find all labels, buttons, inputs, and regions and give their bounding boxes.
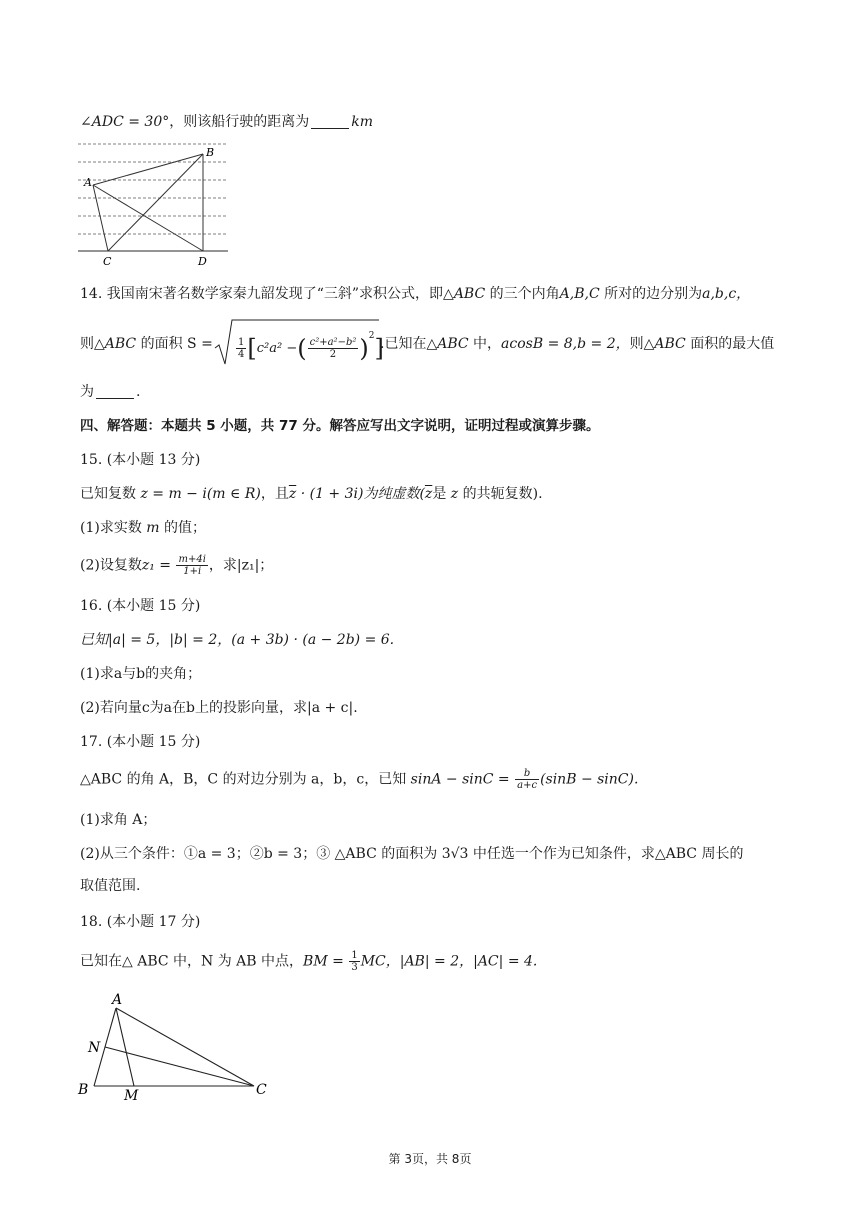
q15-stem-c: · (1 + 3i)为纯虚数( xyxy=(300,486,425,502)
q14-frac-num: c²+a²−b² xyxy=(309,337,357,348)
q15-p1: (1)求实数 xyxy=(80,520,142,536)
q15-part1 xyxy=(80,518,800,538)
q14-condition: acosB = 8,b = 2， xyxy=(501,336,630,352)
q15-z-def: z = m − i(m ∈ R) xyxy=(140,486,261,502)
fig13-label-d: D xyxy=(198,255,207,268)
q14-given-b: 中， xyxy=(473,336,502,352)
q14-angles: A,B,C xyxy=(559,286,600,302)
q14-ask-b: 面积的最大值 xyxy=(690,336,775,352)
q18-frac-num: 1 xyxy=(351,950,358,961)
q15-p1-var: m xyxy=(146,520,160,536)
q18-header: 18. (本小题 17 分) xyxy=(80,914,201,930)
fig13-label-b: B xyxy=(206,146,215,159)
q14-quarter-den: 4 xyxy=(238,349,245,360)
q15-part2 xyxy=(80,554,800,577)
fig18-label-m: M xyxy=(124,1088,139,1102)
q18-figure xyxy=(76,990,276,1102)
q14-ask: 则 xyxy=(629,336,644,352)
q15-frac-den: 1+i xyxy=(183,566,202,577)
q14-text-2b: 的面积 xyxy=(140,336,183,352)
q14-formula-body: $\frac{1}{4}$ [c²a² −( $\frac{\text{c²+a²−b²}}{2}$ )$^2$] xyxy=(238,331,384,363)
q17-stem-a: △ABC 的角 A，B，C 的对边分别为 a，b，c，已知 xyxy=(80,771,407,788)
q14-given: .已知在 xyxy=(380,336,427,352)
q13-unit: km xyxy=(351,114,373,130)
q14-sides: a,b,c， xyxy=(702,286,751,302)
q14-triangle: △ABC xyxy=(443,286,486,302)
q18-bm: BM = xyxy=(303,953,344,970)
q17-eq-left: sinA − sinC = xyxy=(410,771,510,788)
q13-text: ，则该船行驶的距离为 xyxy=(169,114,310,130)
q17-eq-right: (sinB − sinC). xyxy=(540,771,639,788)
q16-stem: 已知|a| = 5，|b| = 2，(a + 3b) · (a − 2b) = 6. xyxy=(80,632,395,648)
q15-stem-d: 是 xyxy=(432,486,447,502)
q14-text-1c: 所对的边分别为 xyxy=(604,286,703,302)
page-footer: 第 3页，共 8页 xyxy=(388,1152,472,1166)
q17-header: 17. (本小题 15 分) xyxy=(80,734,201,750)
q15-frac-num: m+4i xyxy=(178,554,206,565)
fig18-label-a: A xyxy=(112,992,123,1008)
q13-angle: ∠ADC = 30° xyxy=(80,114,170,130)
q14-text-1: 我国南宋著名数学家秦九韶发现了“三斜”求积公式，即 xyxy=(106,286,444,302)
q15-stem-b: ，且 xyxy=(260,486,289,502)
fig13-label-c: C xyxy=(103,255,112,268)
q15-stem xyxy=(80,484,800,504)
q17-part2b: 取值范围. xyxy=(80,878,141,894)
q14-formula-inner: c²a² − xyxy=(256,341,298,356)
fig18-label-c: C xyxy=(256,1082,267,1098)
q14-line2 xyxy=(80,322,800,366)
q15-stem-a: 已知复数 xyxy=(80,486,136,502)
fig13-label-a: A xyxy=(84,176,92,189)
q14-text-1b: 的三个内角 xyxy=(489,286,560,302)
q14-triangle-2: △ABC xyxy=(94,336,137,352)
section-4-heading: 四、解答题：本题共 5 小题，共 77 分。解答应写出文字说明，证明过程或演算步骤。 xyxy=(80,418,600,434)
fig18-label-b: B xyxy=(78,1082,89,1098)
q14-blank xyxy=(96,384,134,399)
q17-frac-num: b xyxy=(515,768,539,780)
q16-header: 16. (本小题 15 分) xyxy=(80,598,201,614)
q15-header: 15. (本小题 13 分) xyxy=(80,452,201,468)
q15-zbar-2: $\overline{z}$ xyxy=(424,486,433,502)
q18-ac: |AC| = 4. xyxy=(473,953,538,970)
q15-p2-end: ，求|z₁|； xyxy=(208,557,274,574)
q14-number: 14. xyxy=(80,286,103,302)
q13-tail xyxy=(80,112,800,132)
q15-stem-e: 的共轭复数). xyxy=(462,486,543,502)
q14-frac-den: 2 xyxy=(329,349,337,360)
q15-p2: (2)设复数 xyxy=(80,557,142,574)
q14-quarter-num: 1 xyxy=(238,337,245,348)
q15-p1-end: 的值； xyxy=(164,520,207,536)
q14-triangle-3: △ABC xyxy=(426,336,469,352)
q18-frac-den: 3 xyxy=(351,962,358,973)
q16-part2: (2)若向量c为a在b上的投影向量，求|a + c|. xyxy=(80,700,358,716)
q13-blank xyxy=(311,114,349,129)
q18-ab: |AB| = 2， xyxy=(399,953,474,970)
q13-figure xyxy=(76,138,236,270)
q15-zbar: $\overline{z}$ xyxy=(288,486,297,502)
q14-line1 xyxy=(80,284,800,304)
q17-part2a: (2)从三个条件：①a = 3；②b = 3；③ △ABC 的面积为 3√3 中任选一个作为已知条件，求△ABC 周长的 xyxy=(80,846,744,862)
q16-part1: (1)求a与b的夹角； xyxy=(80,666,202,682)
q15-z1: z₁ = xyxy=(141,557,172,574)
q14-line3: 为 . xyxy=(80,384,141,400)
q18-stem-a: 已知在△ ABC 中，N 为 AB 中点， xyxy=(80,953,304,970)
q17-stem xyxy=(80,768,800,791)
q15-z: z xyxy=(450,486,459,502)
fig18-label-n: N xyxy=(88,1040,101,1056)
q14-text-2a: 则 xyxy=(80,336,94,352)
q18-mc: MC， xyxy=(360,953,400,970)
q17-part1: (1)求角 A； xyxy=(80,812,157,828)
q14-formula-s: S = xyxy=(187,336,213,352)
q18-stem xyxy=(80,950,800,973)
q17-frac-den: a+c xyxy=(517,780,538,791)
q14-triangle-4: △ABC xyxy=(643,336,686,352)
q14-text-3: 为 xyxy=(80,384,94,400)
